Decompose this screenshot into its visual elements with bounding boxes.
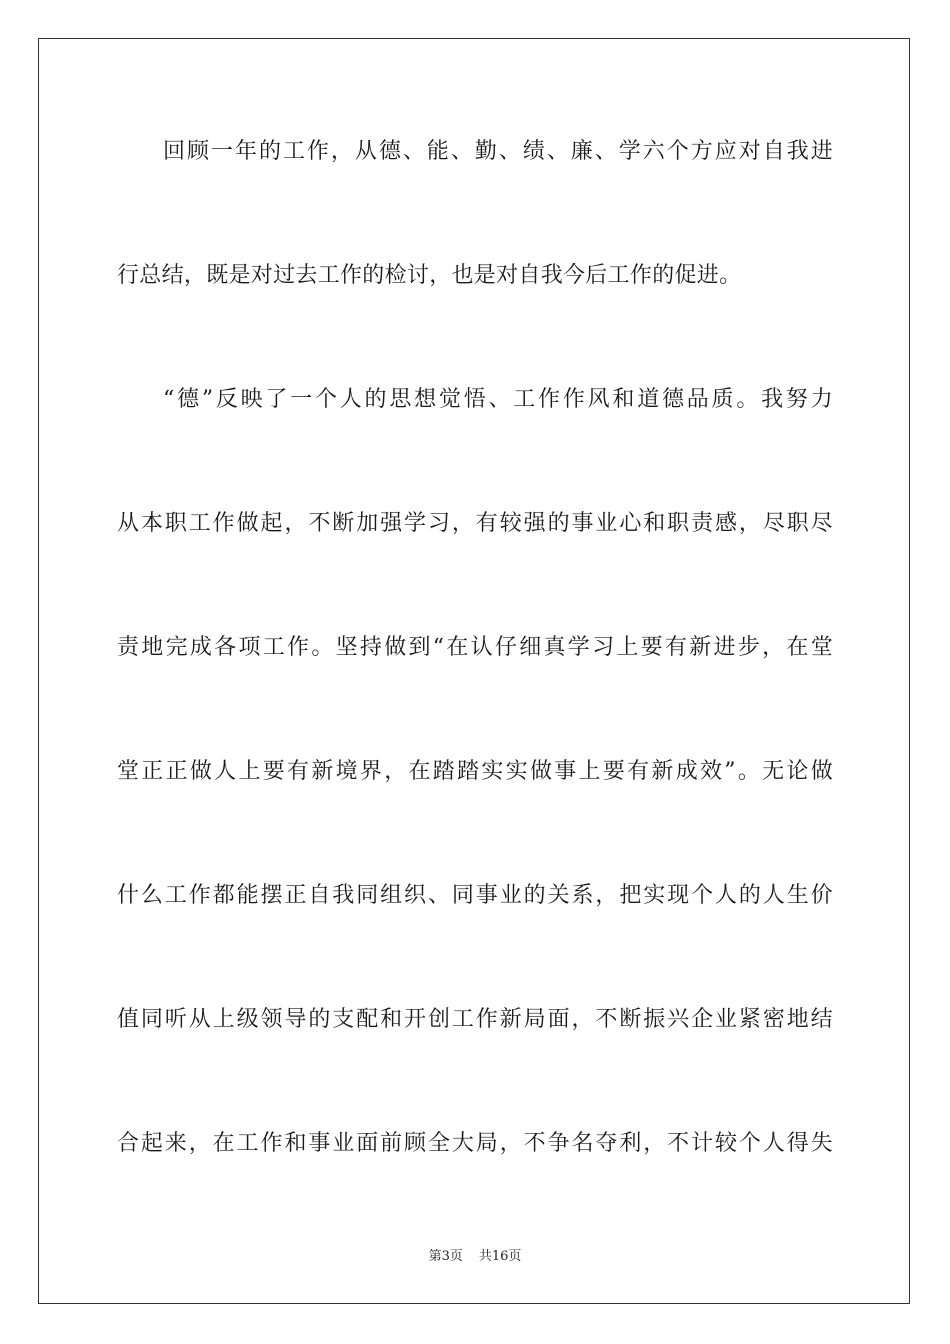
page-footer	[0, 1249, 950, 1265]
page-number: 第3页	[428, 1249, 463, 1264]
paragraph-line: 从本职工作做起，不断加强学习，有较强的事业心和职责感，尽职尽	[117, 511, 833, 536]
paragraph-line: 堂正正做人上要有新境界，在踏踏实实做事上要有新成效”。无论做	[117, 759, 833, 784]
paragraph-line: 什么工作都能摆正自我同组织、同事业的关系，把实现个人的人生价	[117, 883, 833, 908]
paragraph-line: 合起来，在工作和事业面前顾全大局，不争名夺利，不计较个人得失	[117, 1131, 833, 1156]
page-border	[38, 38, 910, 1304]
page-total: 共16页	[478, 1249, 522, 1264]
paragraph-line: 值同听从上级领导的支配和开创工作新局面，不断振兴企业紧密地结	[117, 1007, 833, 1032]
paragraph-line: “德”反映了一个人的思想觉悟、工作作风和道德品质。我努力	[163, 387, 833, 412]
paragraph-line: 回顾一年的工作，从德、能、勤、绩、廉、学六个方应对自我进	[163, 139, 833, 164]
paragraph-line: 责地完成各项工作。坚持做到“在认仔细真学习上要有新进步，在堂	[117, 635, 833, 660]
paragraph-line: 行总结，既是对过去工作的检讨，也是对自我今后工作的促进。	[117, 263, 742, 288]
